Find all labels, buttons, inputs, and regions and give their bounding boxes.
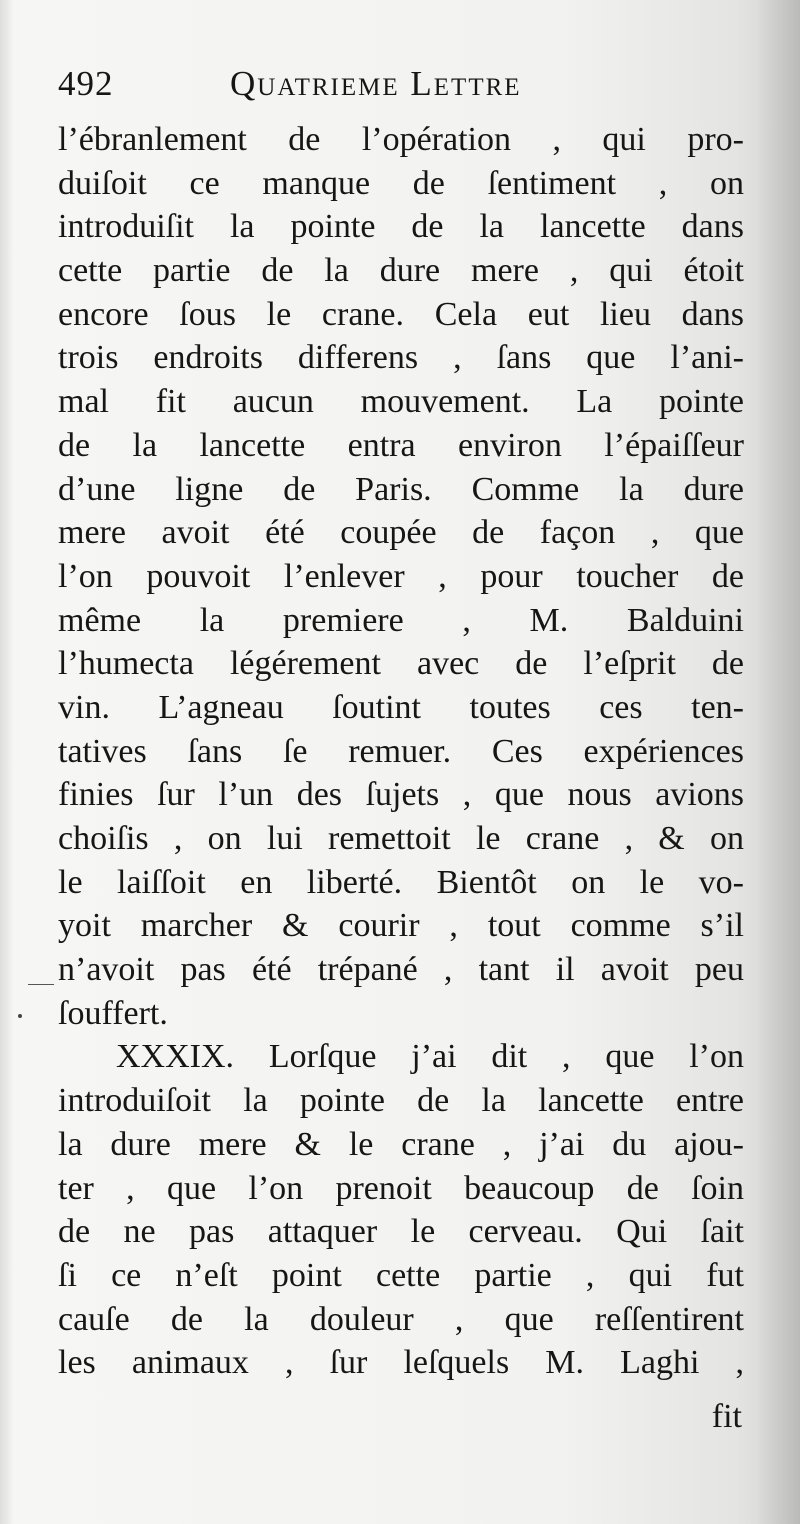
text-line: cauſe de la douleur , que reſſentirent <box>58 1300 744 1338</box>
text-line: ſouffert. <box>58 994 168 1032</box>
text-line: la dure mere & le crane , j’ai du ajou- <box>58 1125 744 1163</box>
text-line: même la premiere , M. Balduini <box>58 601 744 639</box>
text-line: tatives ſans ſe remuer. Ces expériences <box>58 732 744 770</box>
catchword: fit <box>711 1398 742 1435</box>
text-line: yoit marcher & courir , tout comme s’il <box>58 907 744 945</box>
text-line: trois endroits differens , ſans que l’ani- <box>58 339 744 377</box>
text-line: finies ſur l’un des ſujets , que nous avions <box>58 776 744 814</box>
body-text <box>58 118 744 1385</box>
text-line: ter , que l’on prenoit beaucoup de ſoin <box>58 1169 744 1207</box>
text-line: choiſis , on lui remettoit le crane , & on <box>58 820 744 857</box>
section-start-line: XXXIX. Lorſque j’ai dit , que l’on <box>116 1038 744 1076</box>
margin-dot <box>18 1014 22 1018</box>
text-line: mere avoit été coupée de façon , que <box>58 514 744 552</box>
text-line: d’une ligne de Paris. Comme la dure <box>58 470 744 508</box>
page-header <box>58 64 618 116</box>
text-line: introduiſit la pointe de la lancette dans <box>58 208 744 246</box>
text-line: l’ébranlement de l’opération , qui pro- <box>58 121 744 158</box>
margin-mark <box>28 984 54 985</box>
text-line: de la lancette entra environ l’épaiſſeur <box>58 426 744 464</box>
text-line: l’on pouvoit l’enlever , pour toucher de <box>58 557 744 595</box>
page-number: 492 <box>58 64 114 103</box>
text-line: cette partie de la dure mere , qui étoit <box>58 252 744 290</box>
text-line: duiſoit ce manque de ſentiment , on <box>58 164 744 202</box>
running-head: Quatrieme Lettre <box>230 64 522 103</box>
text-line: introduiſoit la pointe de la lancette entre <box>58 1082 744 1120</box>
text-line: de ne pas attaquer le cerveau. Qui ſait <box>58 1213 744 1251</box>
text-line: ſi ce n’eſt point cette partie , qui fut <box>58 1256 744 1294</box>
text-line: vin. L’agneau ſoutint toutes ces ten- <box>58 688 744 726</box>
text-line: encore ſous le crane. Cela eut lieu dans <box>58 295 744 333</box>
text-line: n’avoit pas été trépané , tant il avoit peu <box>58 951 744 989</box>
text-line: le laiſſoit en liberté. Bientôt on le vo- <box>58 863 744 901</box>
text-line: les animaux , ſur leſquels M. Laghi , <box>58 1344 744 1382</box>
text-line: mal fit aucun mouvement. La pointe <box>58 383 744 421</box>
text-line: l’humecta légérement avec de l’eſprit de <box>58 645 744 683</box>
